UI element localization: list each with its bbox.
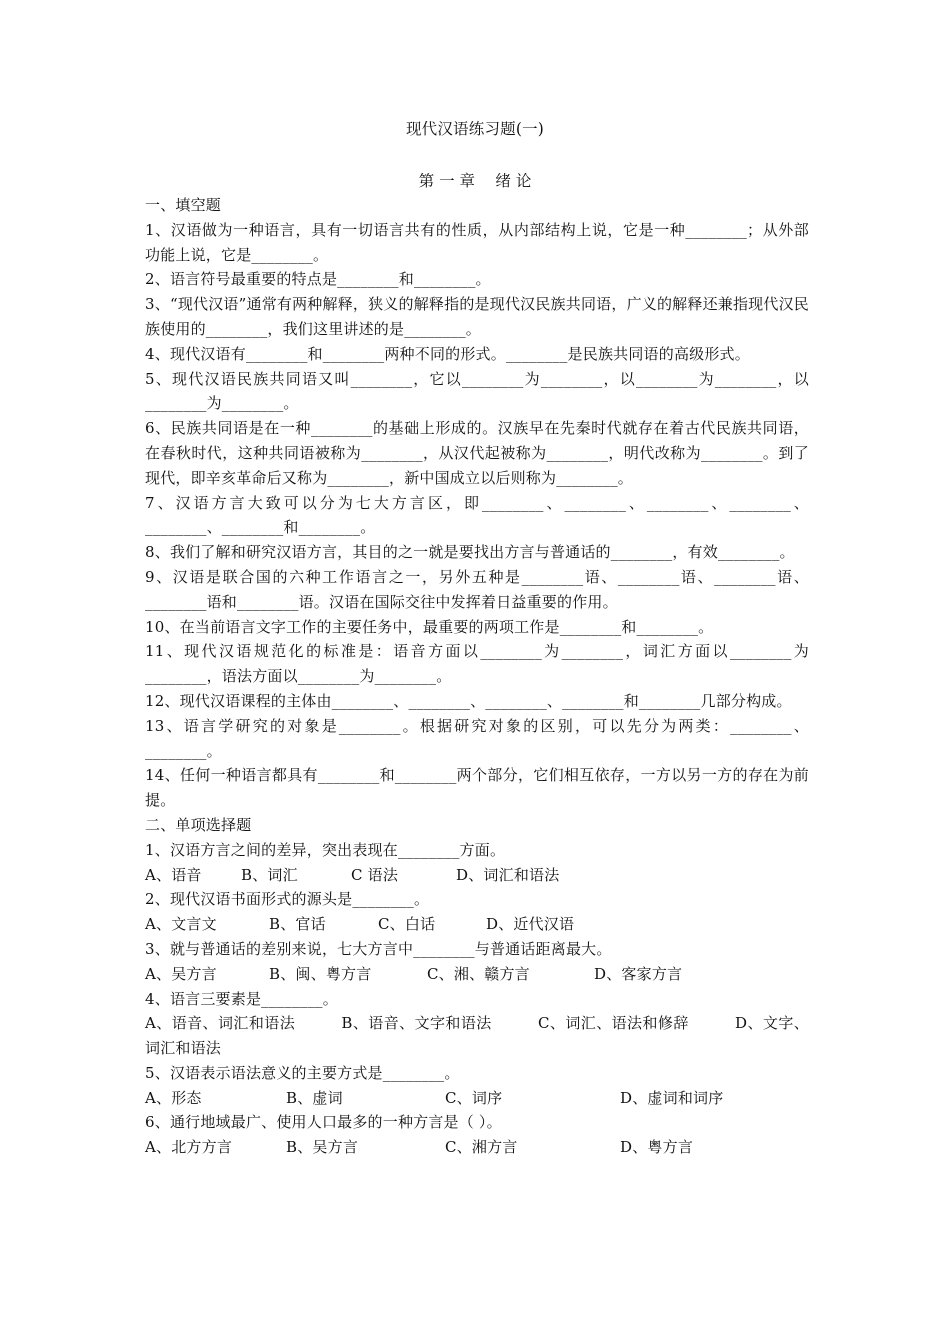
- choice-option: D、词汇和语法: [456, 865, 560, 884]
- choice-option: D、近代汉语: [486, 915, 575, 934]
- choice-option: C、白话: [378, 915, 436, 934]
- fill-in-item: 11、现代汉语规范化的标准是：语音方面以________为________，词汇方面以________为________，语法方面以________为________。: [145, 642, 809, 686]
- choice-question: 1、汉语方言之间的差异，突出表现在________方面。: [145, 840, 506, 859]
- fill-in-item: 9、汉语是联合国的六种工作语言之一，另外五种是________语、________语、________语、________语和________语。汉语在国际交往中发挥着日益重要的作用。: [145, 567, 809, 611]
- choice-options: [145, 962, 809, 987]
- fill-in-item: 4、现代汉语有________和________两种不同的形式。________是民族共同语的高级形式。: [145, 344, 750, 363]
- chapter-heading: 第 一 章 绪 论: [418, 172, 532, 190]
- choice-option: D、客家方言: [594, 964, 683, 983]
- choice-option: B、词汇: [241, 865, 298, 884]
- choice-option: A、语音: [145, 865, 202, 884]
- choice-option: A、吴方言: [145, 964, 217, 983]
- fill-in-item: 8、我们了解和研究汉语方言，其目的之一就是要找出方言与普通话的________，有效________。: [145, 543, 795, 562]
- choice-option: D、虚词和词序: [620, 1088, 724, 1107]
- choice-option: D、粤方言: [620, 1138, 694, 1157]
- choice-option: C、湘、赣方言: [427, 964, 530, 983]
- choice-question: 3、就与普通话的差别来说，七大方言中________与普通话距离最大。: [145, 939, 612, 958]
- document-title: 现代汉语练习题(一): [405, 120, 545, 138]
- fill-in-item: 13、语言学研究的对象是________。根据研究对象的区别，可以先分为两类：________、________。: [145, 716, 809, 760]
- choice-option: B、官话: [269, 915, 326, 934]
- choice-options-wrapped: A、语音、词汇和语法 B、语音、文字和语法 C、词汇、语法和修辞 D、文字、词汇和语法: [145, 1014, 809, 1058]
- choice-question: 5、汉语表示语法意义的主要方式是________。: [145, 1063, 460, 1082]
- choice-options: [145, 1135, 809, 1160]
- fill-in-item: 2、语言符号最重要的特点是________和________。: [145, 270, 491, 289]
- document-body: [145, 193, 809, 1160]
- choice-question: 6、通行地域最广、使用人口最多的一种方言是（ ）。: [145, 1113, 502, 1132]
- fill-in-item: 3、“现代汉语”通常有两种解释，狭义的解释指的是现代汉民族共同语，广义的解释还兼指现代汉民族使用的________，我们这里讲述的是________。: [145, 295, 809, 338]
- fill-in-item: 12、现代汉语课程的主体由________、________、________、________和________几部分构成。: [145, 691, 792, 710]
- choice-option: C、湘方言: [445, 1138, 518, 1157]
- section-heading-multiple-choice: 二、单项选择题: [145, 815, 252, 834]
- fill-in-item: 10、在当前语言文字工作的主要任务中，最重要的两项工作是________和________。: [145, 617, 714, 636]
- choice-option: B、虚词: [286, 1088, 343, 1107]
- choice-option: B、闽、粤方言: [269, 964, 372, 983]
- choice-option: A、北方方言: [145, 1138, 233, 1157]
- choice-option: C 语法: [351, 865, 399, 884]
- choice-options: [145, 863, 809, 888]
- section-heading-fill-in: 一、填空题: [145, 196, 222, 214]
- choice-option: A、形态: [145, 1088, 202, 1107]
- choice-option: C、词序: [445, 1088, 503, 1107]
- choice-option: B、吴方言: [286, 1138, 359, 1157]
- choice-option: A、文言文: [145, 915, 217, 934]
- fill-in-item: 6、民族共同语是在一种________的基础上形成的。汉族早在先秦时代就存在着古代民族共同语，在春秋时代，这种共同语被称为________，从汉代起被称为________，明代改称为________。到了现代，即辛亥革命后又称为________，新中国成立以后则称为________。: [145, 419, 809, 487]
- fill-in-item: 1、汉语做为一种语言，具有一切语言共有的性质，从内部结构上说，它是一种________；从外部功能上说，它是________。: [145, 220, 809, 264]
- fill-in-item: 14、任何一种语言都具有________和________两个部分，它们相互依存，一方以另一方的存在为前提。: [145, 766, 809, 810]
- fill-in-item: 5、现代汉语民族共同语又叫________，它以________为________，以________为________，以________为________。: [145, 369, 809, 413]
- choice-question: 2、现代汉语书面形式的源头是________。: [145, 890, 430, 909]
- choice-options: [145, 912, 809, 937]
- choice-question: 4、语言三要素是________。: [145, 989, 338, 1008]
- fill-in-item: 7、汉语方言大致可以分为七大方言区，即________、________、________、________、________、________和________。: [145, 493, 809, 537]
- choice-options: [145, 1086, 809, 1111]
